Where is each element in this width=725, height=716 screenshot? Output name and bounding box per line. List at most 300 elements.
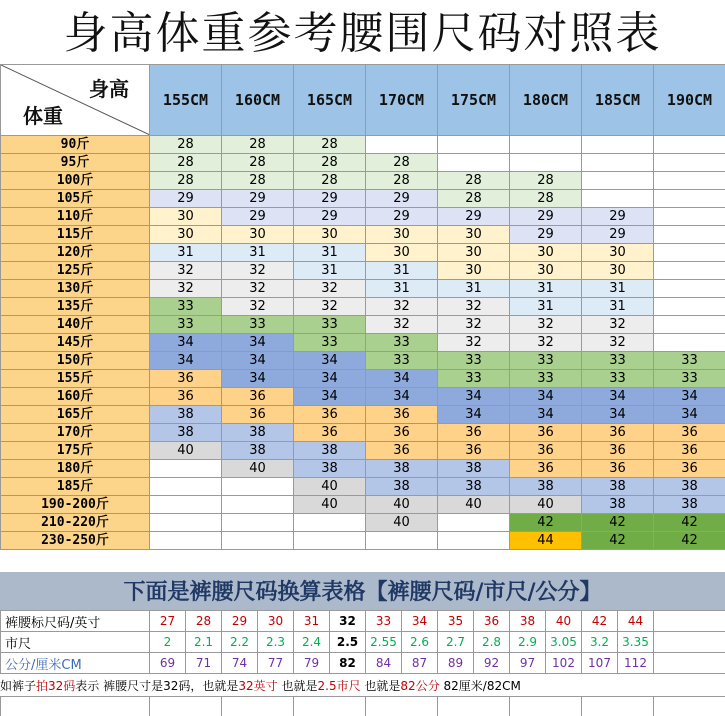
size-cell: 31 — [582, 280, 654, 298]
weight-row — [1, 424, 725, 442]
size-cell: 34 — [510, 406, 582, 424]
weight-row — [1, 208, 725, 226]
size-cell — [654, 190, 725, 208]
size-cell: 31 — [294, 262, 366, 280]
conversion-value: 74 — [222, 653, 258, 674]
weight-row — [1, 532, 725, 550]
height-header-cell: 165CM — [294, 65, 366, 136]
weight-label: 170斤 — [1, 424, 150, 442]
size-cell: 38 — [438, 478, 510, 496]
size-cell: 33 — [150, 316, 222, 334]
size-cell: 38 — [222, 442, 294, 460]
height-header-row — [1, 65, 725, 136]
size-cell: 31 — [366, 280, 438, 298]
size-cell: 28 — [438, 172, 510, 190]
size-cell — [654, 334, 725, 352]
conversion-value: 44 — [618, 611, 654, 632]
size-cell: 28 — [222, 136, 294, 154]
conversion-value: 42 — [582, 611, 618, 632]
weight-label: 145斤 — [1, 334, 150, 352]
size-cell: 34 — [366, 388, 438, 406]
conversion-value: 2.2 — [222, 632, 258, 653]
size-cell: 36 — [654, 424, 725, 442]
size-cell: 42 — [582, 514, 654, 532]
size-cell — [438, 532, 510, 550]
size-cell: 38 — [150, 406, 222, 424]
conversion-row-label: 裤腰标尺码/英寸 — [1, 611, 150, 632]
size-cell: 40 — [366, 496, 438, 514]
note-text: 82厘米/82CM — [440, 679, 521, 693]
conversion-value: 28 — [186, 611, 222, 632]
weight-row — [1, 442, 725, 460]
weight-label: 230-250斤 — [1, 532, 150, 550]
size-cell: 34 — [582, 406, 654, 424]
size-cell: 42 — [654, 514, 725, 532]
size-cell: 36 — [438, 442, 510, 460]
note-text: 表示 裤腰尺寸是32码，也就是 — [75, 679, 238, 693]
size-cell: 42 — [582, 532, 654, 550]
size-cell: 31 — [366, 262, 438, 280]
conversion-value: 2.3 — [258, 632, 294, 653]
weight-label: 95斤 — [1, 154, 150, 172]
size-cell — [366, 136, 438, 154]
empty-cell — [222, 696, 294, 716]
weight-row — [1, 136, 725, 154]
size-cell: 36 — [510, 424, 582, 442]
size-cell: 32 — [222, 298, 294, 316]
size-cell: 36 — [366, 406, 438, 424]
size-cell: 30 — [438, 262, 510, 280]
size-cell: 33 — [654, 370, 725, 388]
conversion-row-label: 公分/厘米CM — [1, 653, 150, 674]
size-cell: 29 — [150, 190, 222, 208]
conversion-value: 35 — [438, 611, 474, 632]
size-cell: 28 — [222, 154, 294, 172]
size-cell: 40 — [222, 460, 294, 478]
height-header-cell: 185CM — [582, 65, 654, 136]
size-cell: 32 — [510, 334, 582, 352]
size-cell: 36 — [582, 442, 654, 460]
size-cell: 34 — [438, 388, 510, 406]
size-cell: 31 — [294, 244, 366, 262]
conversion-value: 84 — [366, 653, 402, 674]
conversion-value: 27 — [150, 611, 186, 632]
size-cell: 38 — [222, 424, 294, 442]
size-cell: 31 — [222, 244, 294, 262]
size-cell: 40 — [366, 514, 438, 532]
weight-row — [1, 298, 725, 316]
size-cell — [654, 298, 725, 316]
size-cell: 34 — [438, 406, 510, 424]
size-cell: 30 — [366, 226, 438, 244]
size-cell: 33 — [294, 316, 366, 334]
size-cell: 38 — [366, 460, 438, 478]
size-cell: 33 — [582, 370, 654, 388]
size-cell: 32 — [438, 316, 510, 334]
page-title: 身高体重参考腰围尺码对照表 — [0, 0, 725, 64]
weight-row — [1, 352, 725, 370]
weight-label: 120斤 — [1, 244, 150, 262]
size-cell — [654, 244, 725, 262]
size-cell: 28 — [294, 172, 366, 190]
height-axis-label: 身高 — [89, 73, 129, 102]
size-cell: 38 — [294, 442, 366, 460]
size-cell — [510, 154, 582, 172]
note-text: 也就是 — [278, 679, 318, 693]
size-cell: 36 — [366, 442, 438, 460]
size-cell: 29 — [510, 226, 582, 244]
size-cell: 32 — [438, 298, 510, 316]
height-header-cell: 190CM — [654, 65, 725, 136]
size-cell: 38 — [510, 478, 582, 496]
empty-cell — [150, 696, 222, 716]
size-cell: 30 — [438, 226, 510, 244]
size-cell: 33 — [438, 370, 510, 388]
conversion-value: 77 — [258, 653, 294, 674]
conversion-value: 36 — [474, 611, 510, 632]
size-cell — [582, 172, 654, 190]
conversion-value: 2.55 — [366, 632, 402, 653]
corner-cell — [1, 65, 150, 136]
size-cell: 28 — [294, 154, 366, 172]
conversion-value: 97 — [510, 653, 546, 674]
size-cell: 36 — [510, 442, 582, 460]
conversion-value: 3.05 — [546, 632, 582, 653]
weight-row — [1, 496, 725, 514]
size-cell: 36 — [222, 388, 294, 406]
size-cell: 38 — [294, 460, 366, 478]
size-cell: 32 — [294, 298, 366, 316]
size-cell: 30 — [222, 226, 294, 244]
size-cell: 40 — [294, 478, 366, 496]
size-cell — [654, 136, 725, 154]
conversion-value: 2.7 — [438, 632, 474, 653]
size-cell: 40 — [150, 442, 222, 460]
size-cell: 29 — [222, 208, 294, 226]
size-cell: 32 — [222, 262, 294, 280]
weight-label: 165斤 — [1, 406, 150, 424]
size-cell — [150, 460, 222, 478]
conversion-value: 2.4 — [294, 632, 330, 653]
weight-label: 115斤 — [1, 226, 150, 244]
size-cell — [222, 532, 294, 550]
conversion-value: 2.6 — [402, 632, 438, 653]
conversion-value: 30 — [258, 611, 294, 632]
conversion-value: 34 — [402, 611, 438, 632]
weight-label: 125斤 — [1, 262, 150, 280]
weight-row — [1, 388, 725, 406]
size-cell: 38 — [654, 478, 725, 496]
size-cell: 34 — [222, 334, 294, 352]
size-cell — [150, 496, 222, 514]
size-cell: 30 — [510, 244, 582, 262]
size-cell: 33 — [150, 298, 222, 316]
size-cell — [294, 514, 366, 532]
weight-label: 190-200斤 — [1, 496, 150, 514]
conversion-value: 79 — [294, 653, 330, 674]
empty-cell — [510, 696, 582, 716]
size-cell: 36 — [222, 406, 294, 424]
conversion-value: 107 — [582, 653, 618, 674]
empty-cell — [654, 653, 725, 674]
size-cell: 36 — [582, 424, 654, 442]
size-cell: 34 — [366, 370, 438, 388]
size-cell — [222, 514, 294, 532]
size-cell: 28 — [438, 190, 510, 208]
size-cell: 32 — [366, 316, 438, 334]
weight-label: 175斤 — [1, 442, 150, 460]
size-cell — [222, 478, 294, 496]
conversion-row-cm — [1, 653, 725, 674]
size-cell — [510, 136, 582, 154]
size-cell: 30 — [150, 208, 222, 226]
size-cell: 40 — [294, 496, 366, 514]
size-cell — [654, 262, 725, 280]
size-cell: 36 — [150, 370, 222, 388]
weight-label: 160斤 — [1, 388, 150, 406]
size-cell: 36 — [366, 424, 438, 442]
size-cell: 34 — [510, 388, 582, 406]
size-cell: 31 — [582, 298, 654, 316]
empty-cell — [438, 696, 510, 716]
size-cell — [438, 154, 510, 172]
size-cell: 36 — [438, 424, 510, 442]
weight-row — [1, 262, 725, 280]
size-cell: 28 — [150, 154, 222, 172]
conversion-value: 3.2 — [582, 632, 618, 653]
size-cell: 31 — [510, 280, 582, 298]
size-cell: 31 — [510, 298, 582, 316]
size-cell: 28 — [366, 172, 438, 190]
size-cell: 34 — [150, 334, 222, 352]
size-cell — [654, 316, 725, 334]
conversion-value: 2.8 — [474, 632, 510, 653]
conversion-row-inch — [1, 611, 725, 632]
size-cell: 28 — [294, 136, 366, 154]
size-cell: 38 — [438, 460, 510, 478]
empty-cell — [654, 696, 725, 716]
size-cell: 40 — [438, 496, 510, 514]
size-cell: 44 — [510, 532, 582, 550]
size-cell — [150, 478, 222, 496]
size-cell: 34 — [294, 370, 366, 388]
conversion-value: 2.1 — [186, 632, 222, 653]
size-cell — [654, 154, 725, 172]
size-cell: 30 — [510, 262, 582, 280]
size-cell: 30 — [294, 226, 366, 244]
conversion-value: 82 — [330, 653, 366, 674]
size-cell: 34 — [222, 352, 294, 370]
size-cell: 38 — [582, 496, 654, 514]
conversion-row-label: 市尺 — [1, 632, 150, 653]
conversion-value: 38 — [510, 611, 546, 632]
size-cell: 36 — [654, 442, 725, 460]
weight-label: 135斤 — [1, 298, 150, 316]
size-cell: 34 — [654, 388, 725, 406]
size-cell — [654, 226, 725, 244]
empty-cell — [366, 696, 438, 716]
size-cell: 33 — [438, 352, 510, 370]
conversion-value: 112 — [618, 653, 654, 674]
height-header-cell: 170CM — [366, 65, 438, 136]
weight-row — [1, 226, 725, 244]
empty-cell — [654, 611, 725, 632]
size-cell: 33 — [222, 316, 294, 334]
size-cell: 29 — [222, 190, 294, 208]
weight-row — [1, 244, 725, 262]
empty-cell — [1, 696, 150, 716]
size-cell: 31 — [438, 280, 510, 298]
size-cell — [582, 136, 654, 154]
weight-label: 185斤 — [1, 478, 150, 496]
conversion-value: 102 — [546, 653, 582, 674]
size-cell — [366, 532, 438, 550]
size-cell: 33 — [510, 370, 582, 388]
conversion-table — [0, 610, 725, 674]
size-cell: 29 — [294, 190, 366, 208]
weight-row — [1, 370, 725, 388]
weight-row — [1, 514, 725, 532]
height-header-cell: 155CM — [150, 65, 222, 136]
size-cell: 32 — [366, 298, 438, 316]
conversion-value: 2 — [150, 632, 186, 653]
size-cell: 32 — [150, 262, 222, 280]
size-cell: 28 — [150, 172, 222, 190]
conversion-value: 29 — [222, 611, 258, 632]
size-cell: 33 — [294, 334, 366, 352]
weight-row — [1, 154, 725, 172]
size-cell: 29 — [366, 208, 438, 226]
empty-grid-row — [0, 696, 725, 716]
note-text: 如裤子 — [0, 679, 36, 693]
conversion-value: 2.9 — [510, 632, 546, 653]
size-cell — [222, 496, 294, 514]
size-cell: 32 — [150, 280, 222, 298]
size-cell: 34 — [654, 406, 725, 424]
size-cell: 34 — [222, 370, 294, 388]
height-header-cell: 175CM — [438, 65, 510, 136]
weight-label: 90斤 — [1, 136, 150, 154]
size-cell: 32 — [510, 316, 582, 334]
size-cell: 42 — [510, 514, 582, 532]
size-cell: 34 — [294, 388, 366, 406]
weight-row — [1, 316, 725, 334]
size-cell: 29 — [366, 190, 438, 208]
size-cell: 36 — [510, 460, 582, 478]
size-cell — [654, 208, 725, 226]
weight-row — [1, 478, 725, 496]
weight-row — [1, 460, 725, 478]
size-cell — [654, 280, 725, 298]
size-cell: 28 — [150, 136, 222, 154]
size-cell: 38 — [582, 478, 654, 496]
size-cell: 36 — [294, 424, 366, 442]
weight-label: 210-220斤 — [1, 514, 150, 532]
size-cell: 38 — [150, 424, 222, 442]
size-cell: 32 — [222, 280, 294, 298]
weight-row — [1, 190, 725, 208]
conversion-value: 92 — [474, 653, 510, 674]
size-cell: 28 — [222, 172, 294, 190]
size-cell: 32 — [582, 316, 654, 334]
size-cell — [582, 154, 654, 172]
size-cell: 42 — [654, 532, 725, 550]
size-cell: 31 — [150, 244, 222, 262]
weight-axis-label: 体重 — [23, 100, 63, 129]
size-cell: 30 — [438, 244, 510, 262]
size-cell: 30 — [582, 262, 654, 280]
size-cell: 33 — [582, 352, 654, 370]
note-text: 也就是 — [361, 679, 401, 693]
size-cell: 33 — [654, 352, 725, 370]
size-cell — [654, 172, 725, 190]
size-cell: 40 — [510, 496, 582, 514]
size-cell: 33 — [366, 334, 438, 352]
weight-label: 130斤 — [1, 280, 150, 298]
size-cell: 28 — [366, 154, 438, 172]
weight-row — [1, 172, 725, 190]
conversion-value: 31 — [294, 611, 330, 632]
conversion-table-body — [1, 611, 725, 674]
weight-label: 140斤 — [1, 316, 150, 334]
note-highlight: 2.5市尺 — [318, 679, 361, 693]
conversion-value: 87 — [402, 653, 438, 674]
height-header-cell: 160CM — [222, 65, 294, 136]
size-cell: 29 — [582, 208, 654, 226]
conversion-value: 69 — [150, 653, 186, 674]
example-note — [0, 677, 725, 697]
height-header-cell: 180CM — [510, 65, 582, 136]
conversion-header: 下面是裤腰尺码换算表格【裤腰尺码/市尺/公分】 — [0, 572, 725, 610]
size-cell — [438, 136, 510, 154]
size-cell — [438, 514, 510, 532]
size-cell: 32 — [294, 280, 366, 298]
size-cell: 29 — [438, 208, 510, 226]
size-cell: 29 — [582, 226, 654, 244]
note-highlight: 82公分 — [400, 679, 439, 693]
conversion-value: 2.5 — [330, 632, 366, 653]
size-table-body — [1, 136, 725, 550]
empty-cell — [582, 696, 654, 716]
weight-label: 150斤 — [1, 352, 150, 370]
size-cell: 33 — [366, 352, 438, 370]
weight-row — [1, 280, 725, 298]
size-cell: 38 — [366, 478, 438, 496]
size-cell: 30 — [582, 244, 654, 262]
conversion-value: 71 — [186, 653, 222, 674]
weight-label: 155斤 — [1, 370, 150, 388]
size-cell: 29 — [510, 208, 582, 226]
note-highlight: 32英寸 — [238, 679, 277, 693]
size-table — [0, 64, 725, 550]
conversion-value: 33 — [366, 611, 402, 632]
weight-label: 110斤 — [1, 208, 150, 226]
size-cell: 34 — [150, 352, 222, 370]
weight-label: 180斤 — [1, 460, 150, 478]
size-cell: 29 — [294, 208, 366, 226]
conversion-value: 3.35 — [618, 632, 654, 653]
weight-label: 100斤 — [1, 172, 150, 190]
size-cell: 30 — [366, 244, 438, 262]
size-cell: 34 — [294, 352, 366, 370]
size-cell: 36 — [294, 406, 366, 424]
size-cell: 34 — [582, 388, 654, 406]
size-cell: 36 — [150, 388, 222, 406]
size-cell: 30 — [150, 226, 222, 244]
conversion-value: 40 — [546, 611, 582, 632]
size-cell: 36 — [654, 460, 725, 478]
conversion-row-shichi — [1, 632, 725, 653]
